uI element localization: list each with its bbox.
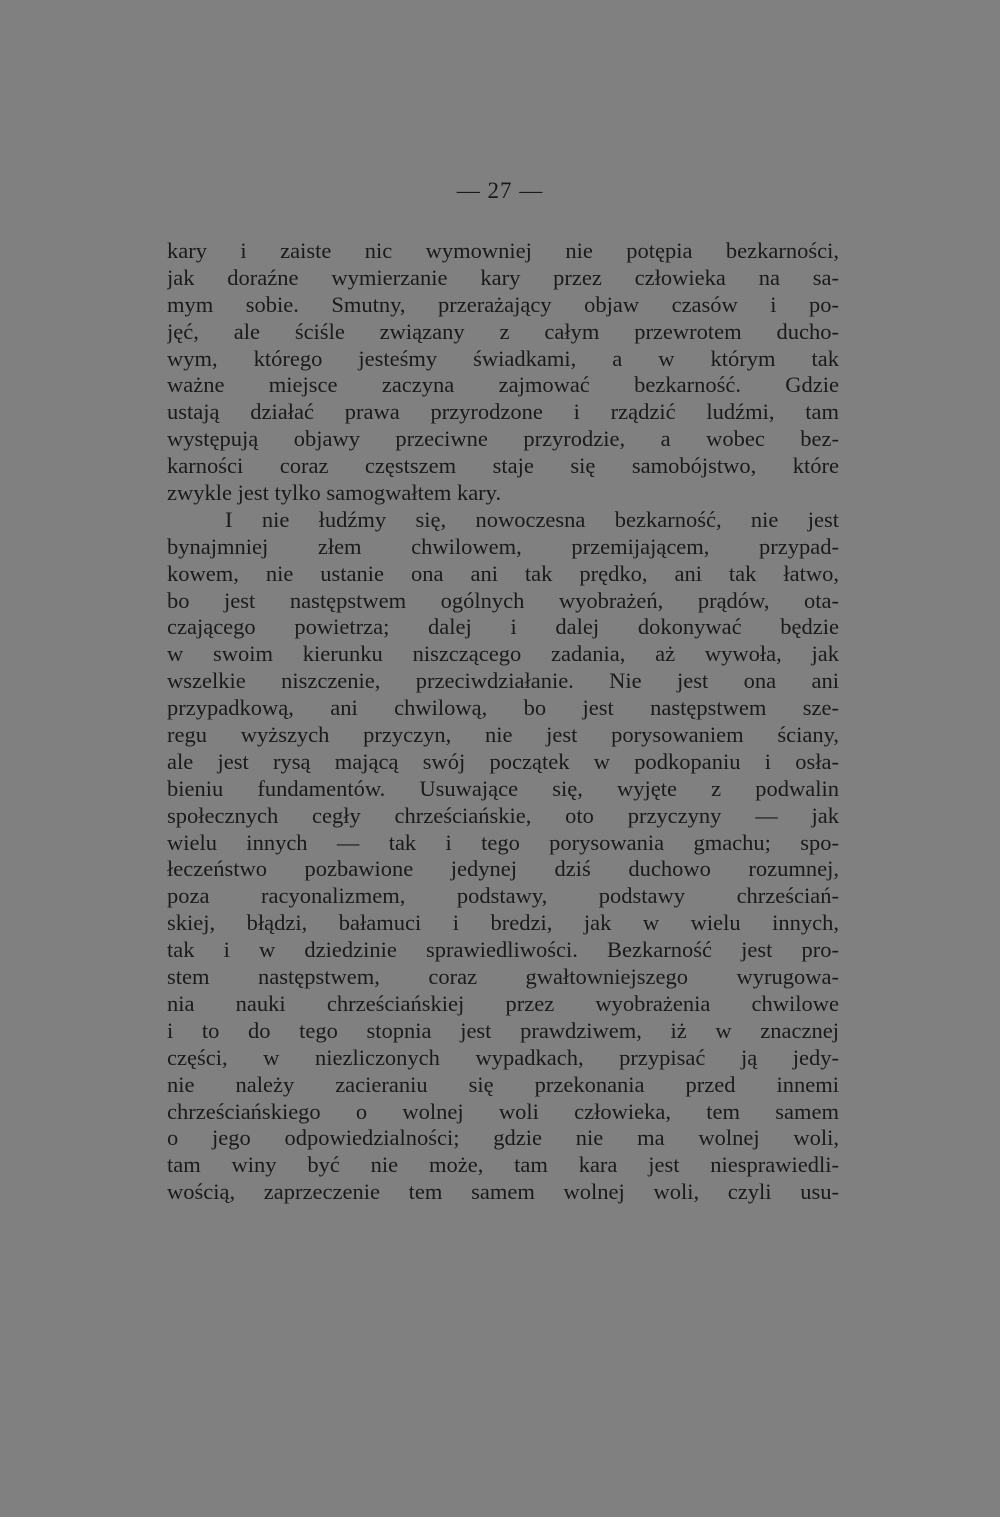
text-line: przypadkową, ani chwilową, bo jest następstwem sze-	[167, 695, 839, 721]
text-line: ustają działać prawa przyrodzone i rządzić ludźmi, tam	[167, 399, 839, 425]
text-line: I nie łudźmy się, nowoczesna bezkarność, nie jest	[225, 506, 839, 532]
text-line: poza racyonalizmem, podstawy, podstawy chrześciań-	[167, 883, 839, 909]
text-line: zwykle jest tylko samogwałtem kary.	[167, 480, 502, 506]
text-line: o jego odpowiedzialności; gdzie nie ma wolnej woli,	[167, 1125, 839, 1151]
text-line: części, w niezliczonych wypadkach, przypisać ją jedy-	[167, 1044, 839, 1070]
text-line: w swoim kierunku niszczącego zadania, aż wywoła, jak	[167, 641, 839, 667]
text-line: bieniu fundamentów. Usuwające się, wyjęte z podwalin	[167, 775, 839, 801]
text-line: nia nauki chrześciańskiej przez wyobrażenia chwilowe	[167, 990, 839, 1016]
text-line: skiej, błądzi, bałamuci i bredzi, jak w wielu innych,	[167, 910, 839, 936]
paragraph-1	[167, 238, 839, 507]
text-line: regu wyższych przyczyn, nie jest porysowaniem ściany,	[167, 722, 839, 748]
paragraph-2	[167, 507, 839, 1206]
text-line: wielu innych — tak i tego porysowania gmachu; spo-	[167, 829, 839, 855]
text-line: tak i w dziedzinie sprawiedliwości. Bezkarność jest pro-	[167, 937, 839, 963]
text-line: karności coraz częstszem staje się samobójstwo, które	[167, 453, 839, 479]
text-line: ważne miejsce zaczyna zajmować bezkarność. Gdzie	[167, 372, 839, 398]
text-line: kary i zaiste nic wymowniej nie potępia bezkarności,	[167, 238, 839, 263]
text-line: wszelkie niszczenie, przeciwdziałanie. Nie jest ona ani	[167, 668, 839, 694]
text-line: społecznych cegły chrześciańskie, oto przyczyny — jak	[167, 802, 839, 828]
text-line: stem następstwem, coraz gwałtowniejszego wyrugowa-	[167, 964, 839, 990]
text-line: tam winy być nie może, tam kara jest niesprawiedli-	[167, 1152, 839, 1178]
text-line: bo jest następstwem ogólnych wyobrażeń, prądów, ota-	[167, 587, 839, 613]
text-line: wym, którego jesteśmy świadkami, a w którym tak	[167, 345, 839, 371]
text-line: mym sobie. Smutny, przerażający objaw czasów i po-	[167, 291, 839, 317]
text-line: kowem, nie ustanie ona ani tak prędko, ani tak łatwo,	[167, 560, 839, 586]
text-line: łeczeństwo pozbawione jedynej dziś duchowo rozumnej,	[167, 856, 839, 882]
text-line: jak doraźne wymierzanie kary przez człowieka na sa-	[167, 264, 839, 290]
text-line: chrześciańskiego o wolnej woli człowieka, tem samem	[167, 1098, 839, 1124]
text-line: wością, zaprzeczenie tem samem wolnej woli, czyli usu-	[167, 1179, 839, 1205]
text-line: ale jest rysą mającą swój początek w podkopaniu i osła-	[167, 748, 839, 774]
text-line: jęć, ale ściśle związany z całym przewrotem ducho-	[167, 318, 839, 344]
page-number: — 27 —	[456, 178, 544, 203]
text-line: bynajmniej złem chwilowem, przemijającem, przypad-	[167, 533, 839, 559]
text-line: występują objawy przeciwne przyrodzie, a wobec bez-	[167, 426, 839, 452]
text-line: czającego powietrza; dalej i dalej dokonywać będzie	[167, 614, 839, 640]
body-text	[167, 238, 839, 1206]
text-line: nie należy zacieraniu się przekonania przed innemi	[167, 1071, 839, 1097]
text-line: i to do tego stopnia jest prawdziwem, iż w znacznej	[167, 1017, 839, 1043]
